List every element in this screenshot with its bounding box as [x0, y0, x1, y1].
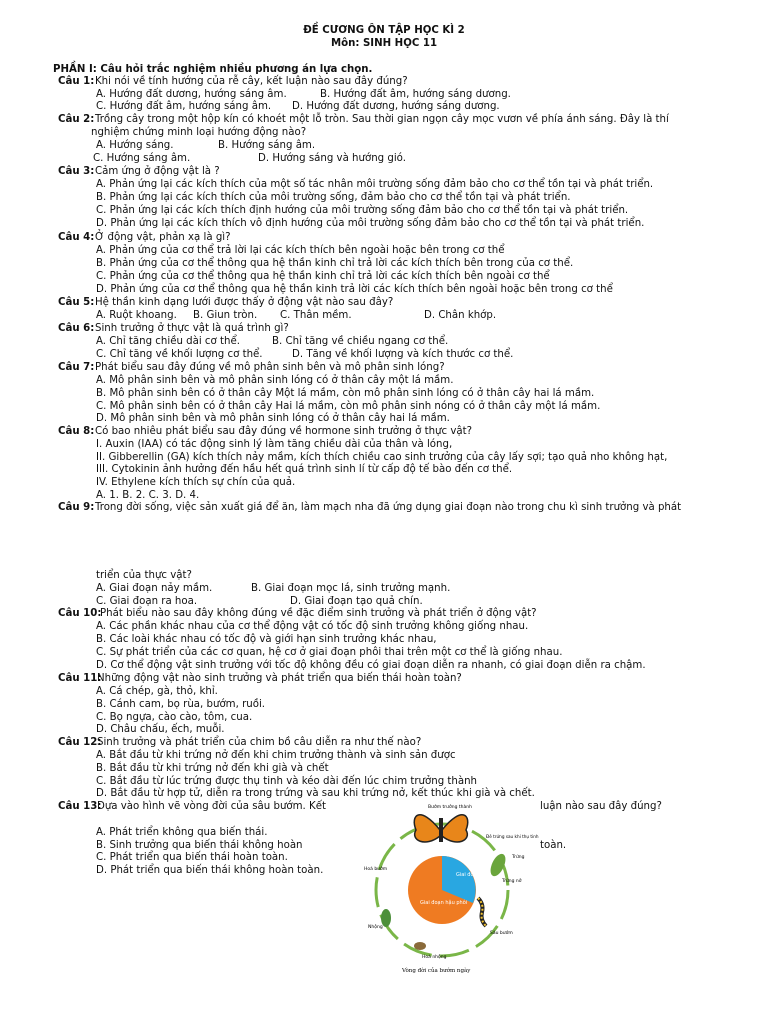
answer: A. Chỉ tăng chiều dài cơ thể.: [96, 336, 240, 347]
question-label: Câu 4:: [58, 232, 95, 243]
question-label: Câu 5:: [58, 297, 95, 308]
answer: B. Hướng sáng âm.: [218, 140, 316, 151]
question-label: Câu 2:: [58, 114, 95, 125]
question-text: Cảm ứng ở động vật là ?: [95, 166, 220, 177]
question-label: Câu 6:: [58, 323, 95, 334]
emerge-label: Hoá bướm: [364, 867, 388, 872]
question-label: Câu 12:: [58, 737, 102, 748]
answer: D. Hướng đất dương, hướng sáng dương.: [292, 101, 500, 112]
question-text: Dựa vào hình vẽ vòng đời của sâu bướm. Kết: [97, 801, 326, 812]
answer: C. Sự phát triển của các cơ quan, hệ cơ ở giai đoạn phôi thai trên một cơ thể là giống nhau.: [96, 647, 563, 658]
question-label: Câu 7:: [58, 362, 95, 373]
answer: D. Hướng sáng và hướng gió.: [258, 153, 406, 164]
answer: D. Phát triển qua biến thái không hoàn toàn.: [96, 865, 324, 876]
question-text: Trong đời sống, việc sản xuất giá để ăn, làm mạch nha đã ứng dụng giai đoạn nào trong chu kì sinh trưởng và phát: [95, 502, 682, 513]
answer: C. Thân mềm.: [280, 310, 352, 321]
answer: A. Các phần khác nhau của cơ thể động vật có tốc độ sinh trưởng không giống nhau.: [96, 621, 529, 632]
question-text: Khi nói về tính hướng của rễ cây, kết luận nào sau đây đúng?: [95, 76, 408, 87]
egg-label: Trứng: [512, 855, 525, 860]
butterfly-icon: [414, 815, 467, 842]
answer: D. Cơ thể động vật sinh trưởng với tốc độ không đều có giai đoạn diễn ra nhanh, có giai đoạn diễn ra chậm.: [96, 660, 646, 671]
question-text: Phát biểu nào sau đây không đúng về đặc điểm sinh trưởng và phát triển ở động vật?: [100, 608, 537, 619]
answer: C. Bọ ngựa, cào cào, tôm, cua.: [96, 712, 253, 723]
question-label: Câu 8:: [58, 426, 95, 437]
chrysalis-icon: [414, 942, 426, 950]
butterfly-life-cycle-figure: [350, 800, 539, 975]
question-text: triển của thực vật?: [96, 570, 192, 581]
answer: C. Giai đoạn ra hoa.: [96, 596, 198, 607]
post-embryo-label: Giai đoạn hậu phôi: [420, 900, 468, 906]
statement: II. Gibberellin (GA) kích thích nảy mầm, kích thích chiều cao sinh trưởng của cây lấy sợi; tạo quả nho không hạt,: [96, 452, 668, 463]
question-label: Câu 10:: [58, 608, 102, 619]
doc-subject: Môn: SINH HỌC 11: [330, 38, 438, 49]
figure-caption: Vòng đời của bướm ngày: [402, 968, 471, 974]
answer: C. Mô phân sinh bên có ở thân cây Hai lá mầm, còn mô phân sinh nóng có ở thân cây một lá mầm.: [96, 401, 601, 412]
statement: IV. Ethylene kích thích sự chín của quả.: [96, 477, 296, 488]
answer: D. Phản ứng của cơ thể thông qua hệ thần kinh trả lời các kích thích bên ngoài hoặc bên trong cơ thể: [96, 284, 613, 295]
answer: C. Hướng sáng âm.: [93, 153, 191, 164]
answer: B. Giai đoạn mọc lá, sinh trưởng mạnh.: [251, 583, 451, 594]
answer: C. Bắt đầu từ lúc trứng được thụ tinh và kéo dài đến lúc chim trưởng thành: [96, 776, 478, 787]
statement: I. Auxin (IAA) có tác động sinh lý làm tăng chiều dài của thân và lóng,: [96, 439, 453, 450]
answer: C. Phản ứng lại các kích thích định hướng của môi trường sống đảm bảo cho cơ thể tồn tại và phát triển.: [96, 205, 629, 216]
pupa-label: Nhộng: [368, 925, 383, 930]
question-text: Trồng cây trong một hộp kín có khoét một lỗ tròn. Sau thời gian ngọn cây mọc vươn về phía ánh sáng. Đây là thí: [95, 114, 669, 125]
answer: B. Phản ứng lại các kích thích của môi trường sống, đảm bảo cho cơ thể tồn tại và phát triển.: [96, 192, 571, 203]
answer: A. Ruột khoang.: [96, 310, 177, 321]
answer: A. Bắt đầu từ khi trứng nở đến khi chim trưởng thành và sinh sản được: [96, 750, 456, 761]
answer: A. Cá chép, gà, thỏ, khỉ.: [96, 686, 218, 697]
answer: A. Phát triển không qua biến thái.: [96, 827, 268, 838]
life-cycle-svg: [350, 800, 539, 975]
answer: A. Hướng đất dương, hướng sáng âm.: [96, 89, 287, 100]
embryo-label: Giai đoạn phôi: [456, 872, 493, 878]
answer: C. Phát triển qua biến thái hoàn toàn.: [96, 852, 288, 863]
hatch-label: Trứng nở: [502, 879, 522, 884]
question-text: Sinh trưởng và phát triển của chim bồ câu diễn ra như thế nào?: [97, 737, 422, 748]
question-text: Phát biểu sau đây đúng về mô phân sinh bên và mô phân sinh lóng?: [95, 362, 445, 373]
answer: C. Phản ứng của cơ thể thông qua hệ thần kinh chỉ trả lời các kích thích bên ngoài cơ thể: [96, 271, 550, 282]
question-text: luận nào sau đây đúng?: [540, 801, 662, 812]
question-text: Có bao nhiêu phát biểu sau đây đúng về hormone sinh trưởng ở thực vật?: [95, 426, 473, 437]
answer: B. Bắt đầu từ khi trứng nở đến khi già và chết: [96, 763, 329, 774]
question-label: Câu 3:: [58, 166, 95, 177]
question-text: Hệ thần kinh dạng lưới được thấy ở động vật nào sau đây?: [95, 297, 394, 308]
answer: A. Phản ứng lại các kích thích của một số tác nhân môi trường sống đảm bảo cho cơ thể tồn tại và phát triển.: [96, 179, 654, 190]
answer: A. Hướng sáng.: [96, 140, 174, 151]
answer: D. Chân khớp.: [424, 310, 497, 321]
caterpillar-icon: [478, 898, 486, 926]
answer: D. Bắt đầu từ hợp tử, diễn ra trong trứng và sau khi trứng nở, kết thúc khi già và chết.: [96, 788, 535, 799]
question-label: Câu 13:: [58, 801, 102, 812]
answer: B. Giun tròn.: [193, 310, 258, 321]
question-text: Sinh trưởng ở thực vật là quá trình gì?: [95, 323, 289, 334]
question-text: nghiệm chứng minh loại hướng động nào?: [91, 127, 307, 138]
answer: B. Hướng đất âm, hướng sáng dương.: [320, 89, 511, 100]
pupa-stage-label: Hoá nhộng: [422, 955, 447, 960]
answer: D. Mô phân sinh bên và mô phân sinh lóng có ở thân cây hai lá mầm.: [96, 413, 450, 424]
answer: toàn.: [540, 840, 567, 851]
question-text: Những động vật nào sinh trưởng và phát triển qua biến thái hoàn toàn?: [97, 673, 462, 684]
answer: A. Phản ứng của cơ thể trả lời lại các kích thích bên ngoài hoặc bên trong cơ thể: [96, 245, 505, 256]
doc-title: ĐỀ CƯƠNG ÔN TẬP HỌC KÌ 2: [303, 25, 465, 36]
answer: D. Châu chấu, ếch, muỗi.: [96, 724, 225, 735]
answer: A. Mô phân sinh bên và mô phân sinh lóng có ở thân cây một lá mầm.: [96, 375, 454, 386]
answer: D. Phản ứng lại các kích thích vô định hướng của môi trường sống đảm bảo cho cơ thể tồn tại và phát triển.: [96, 218, 645, 229]
answer: B. Sinh trưởng qua biến thái không hoàn: [96, 840, 303, 851]
question-text: Ở động vật, phản xạ là gì?: [95, 232, 231, 243]
question-label: Câu 1:: [58, 76, 95, 87]
answer: B. Phản ứng của cơ thể thông qua hệ thần kinh chỉ trả lời các kích thích bên trong của cơ thể.: [96, 258, 574, 269]
part-heading: PHẦN I: Câu hỏi trắc nghiệm nhiều phương án lựa chọn.: [53, 64, 373, 75]
answer: C. Hướng đất âm, hướng sáng âm.: [96, 101, 272, 112]
adult-label: Bướm trưởng thành: [428, 805, 472, 810]
question-label: Câu 9:: [58, 502, 95, 513]
answer: B. Các loài khác nhau có tốc độ và giới hạn sinh trưởng khác nhau,: [96, 634, 437, 645]
answer: B. Cánh cam, bọ rùa, bướm, ruồi.: [96, 699, 266, 710]
answer: B. Mô phân sinh bên có ở thân cây Một lá mầm, còn mô phân sinh lóng có ở thân cây hai lá mầm.: [96, 388, 595, 399]
answer: C. Chỉ tăng về khối lượng cơ thể.: [96, 349, 263, 360]
answer: D. Tăng về khối lượng và kích thước cơ thể.: [292, 349, 514, 360]
answer: A. Giai đoạn nảy mầm.: [96, 583, 213, 594]
answer: D. Giai đoạn tạo quả chín.: [290, 596, 423, 607]
eggs-label: Đẻ trứng sau khi thụ tinh: [486, 834, 539, 839]
answer: A. 1. B. 2. C. 3. D. 4.: [96, 490, 200, 501]
answer: B. Chỉ tăng về chiều ngang cơ thể.: [272, 336, 449, 347]
question-label: Câu 11:: [58, 673, 102, 684]
caterpillar-label: Sâu bướm: [490, 931, 513, 936]
statement: III. Cytokinin ảnh hưởng đến hầu hết quá trình sinh lí từ cấp độ tế bào đến cơ thể.: [96, 464, 513, 475]
